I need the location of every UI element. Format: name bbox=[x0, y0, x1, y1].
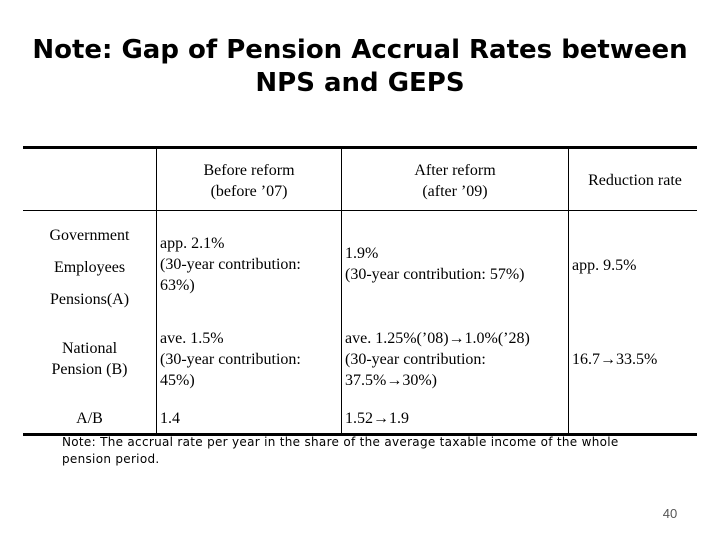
nps-after-line-2: (30-year contribution: bbox=[345, 351, 486, 368]
geps-before-line-1: app. 2.1% bbox=[160, 235, 225, 252]
nps-after-line-3: 37.5%→30%) bbox=[345, 372, 437, 389]
page-number: 40 bbox=[662, 506, 678, 521]
nps-after-cell bbox=[345, 328, 567, 391]
nps-before-line-2: (30-year contribution: bbox=[160, 351, 301, 368]
geps-before-line-3: 63%) bbox=[160, 277, 195, 294]
slide-title-line-2: NPS and GEPS bbox=[255, 68, 465, 98]
header-after-reform-line-2: (after ’09) bbox=[422, 183, 488, 200]
footnote-line-1: Note: The accrual rate per year in the share of the average taxable income of the whole bbox=[62, 435, 619, 449]
slide-title bbox=[0, 34, 720, 100]
geps-before-cell bbox=[160, 233, 340, 296]
header-after-reform bbox=[342, 160, 568, 202]
header-before-reform bbox=[157, 160, 341, 202]
ratio-before-cell: 1.4 bbox=[160, 410, 180, 427]
column-divider-3 bbox=[568, 149, 569, 433]
row-label-geps-line-1: Government bbox=[49, 227, 130, 244]
row-label-nps bbox=[23, 338, 156, 380]
geps-after-cell bbox=[345, 243, 567, 285]
ratio-after-cell: 1.52→1.9 bbox=[345, 410, 409, 427]
nps-reduction-cell: 16.7→33.5% bbox=[572, 351, 658, 368]
row-label-ratio: A/B bbox=[76, 410, 103, 427]
slide-title-line-1: Note: Gap of Pension Accrual Rates between bbox=[32, 35, 688, 65]
footnote-line-2: pension period. bbox=[62, 452, 160, 466]
header-before-reform-line-2: (before ’07) bbox=[210, 183, 288, 200]
table-top-rule bbox=[23, 146, 697, 149]
row-label-geps-line-3: Pensions(A) bbox=[49, 291, 130, 308]
nps-before-line-3: 45%) bbox=[160, 372, 195, 389]
footnote bbox=[62, 434, 682, 468]
nps-before-cell bbox=[160, 328, 340, 391]
header-after-reform-line-1: After reform bbox=[414, 162, 496, 179]
header-reduction-rate: Reduction rate bbox=[588, 172, 682, 189]
row-label-geps-line-2: Employees bbox=[53, 259, 126, 276]
geps-after-line-2: (30-year contribution: 57%) bbox=[345, 266, 525, 283]
geps-before-line-2: (30-year contribution: bbox=[160, 256, 301, 273]
header-before-reform-line-1: Before reform bbox=[203, 162, 295, 179]
header-bottom-rule bbox=[23, 210, 697, 211]
geps-after-line-1: 1.9% bbox=[345, 245, 379, 262]
row-label-nps-line-1: National bbox=[61, 340, 118, 357]
row-label-nps-line-2: Pension (B) bbox=[51, 361, 128, 378]
nps-after-line-1: ave. 1.25%(’08)→1.0%(’28) bbox=[345, 330, 530, 347]
nps-before-line-1: ave. 1.5% bbox=[160, 330, 224, 347]
geps-reduction-cell: app. 9.5% bbox=[572, 257, 637, 274]
